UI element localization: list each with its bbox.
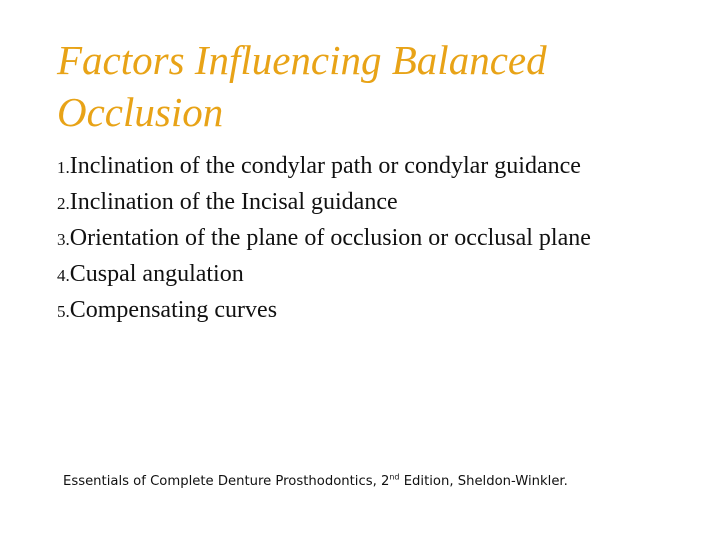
citation [63,472,703,492]
slide-title: Factors Influencing Balanced Occlusion [57,37,547,135]
citation-text: Essentials of Complete Denture Prosthodontics, 2 [63,474,390,489]
item-text: Orientation of the plane of occlusion or occlusal plane [69,225,591,251]
list-item [57,293,657,329]
list-item [57,221,657,257]
item-text: Inclination of the Incisal guidance [69,189,398,215]
item-number: 1. [57,158,70,177]
list-item [57,185,657,221]
item-number: 4. [57,266,70,285]
item-text: Inclination of the condylar path or condylar guidance [69,153,581,179]
citation-text-end: Edition, Sheldon-Winkler. [399,474,568,489]
citation-superscript: nd [389,472,400,482]
item-number: 3. [57,230,70,249]
item-number: 2. [57,194,70,213]
list-item [57,257,657,293]
item-number: 5. [57,302,70,321]
item-text: Compensating curves [69,297,278,323]
item-text: Cuspal angulation [69,261,244,287]
list-item [57,149,657,185]
factor-list [57,149,657,329]
